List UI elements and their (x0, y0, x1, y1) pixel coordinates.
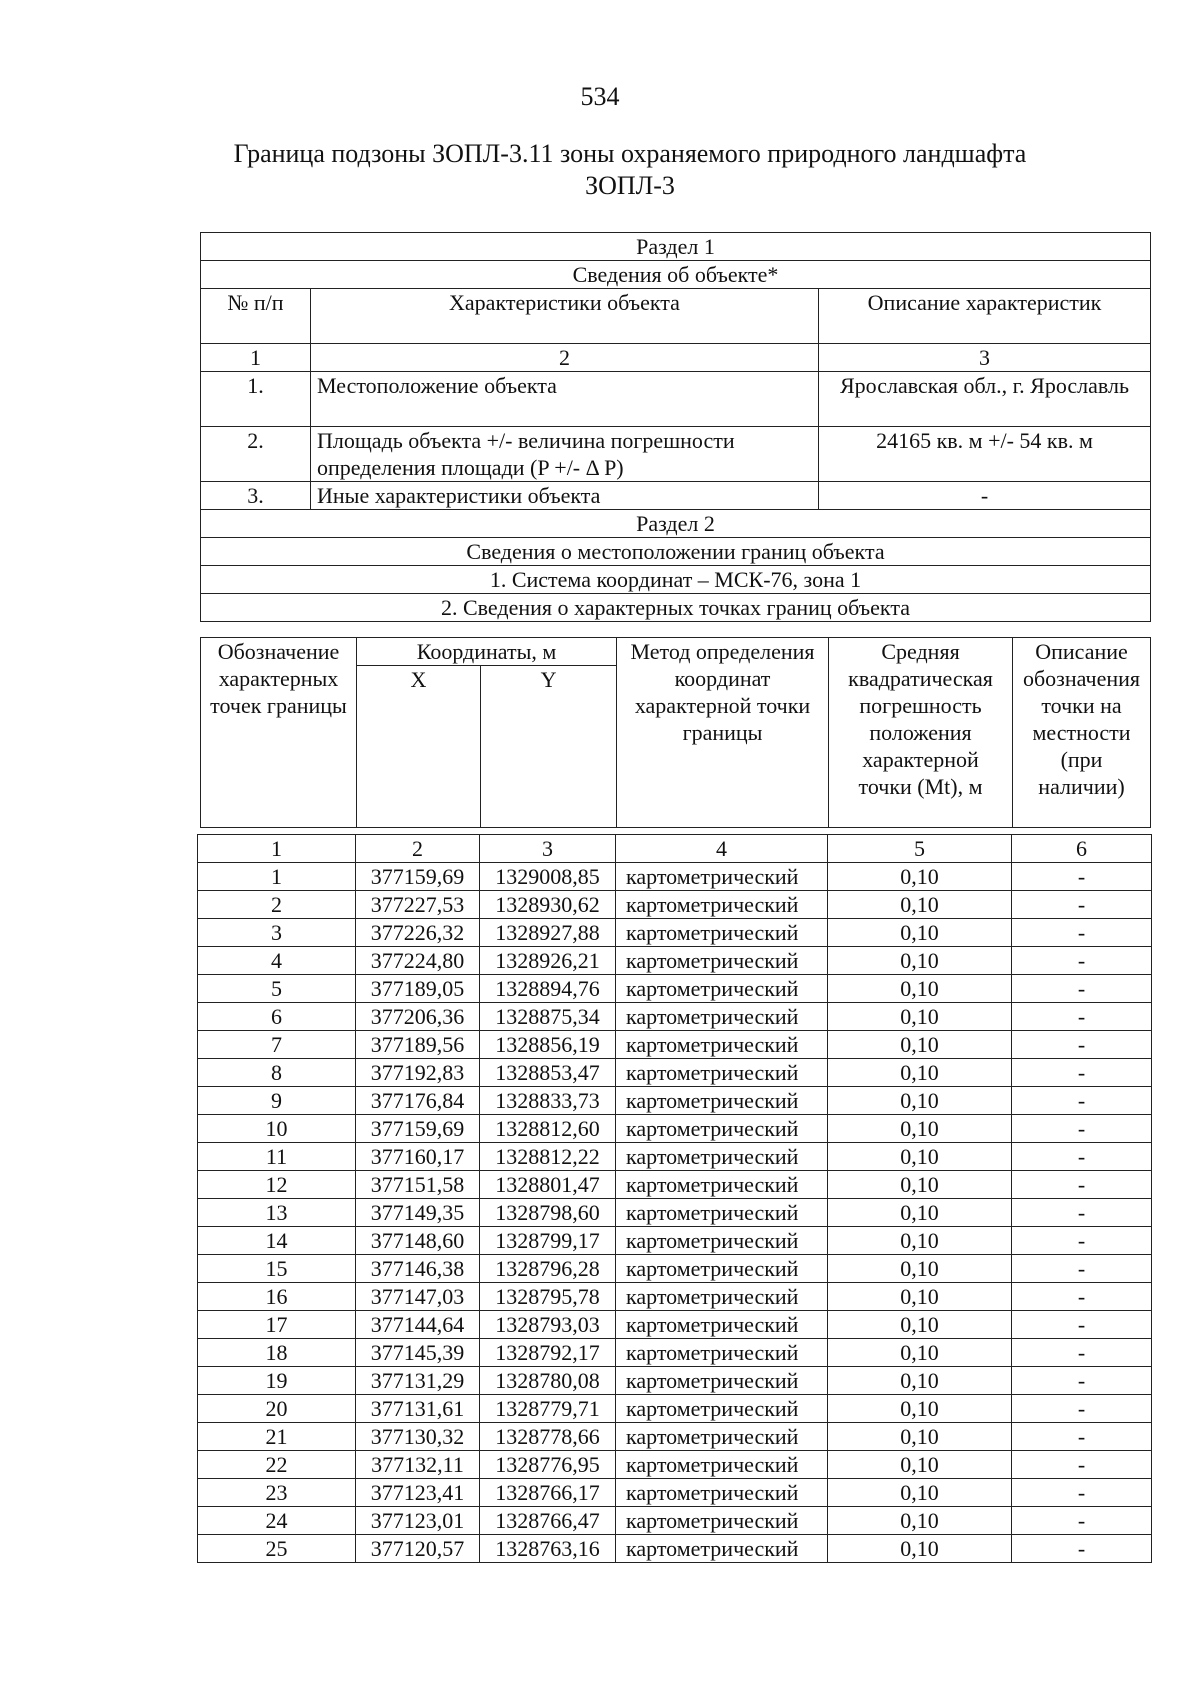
point-y: 1328792,17 (480, 1339, 616, 1367)
point-method: картометрический (616, 1311, 828, 1339)
section1-subtitle: Сведения об объекте* (201, 261, 1151, 289)
point-y: 1328926,21 (480, 947, 616, 975)
point-x: 377151,58 (356, 1171, 480, 1199)
point-x: 377123,41 (356, 1479, 480, 1507)
points-title: 2. Сведения о характерных точках границ объекта (201, 594, 1151, 622)
point-x: 377145,39 (356, 1339, 480, 1367)
header-coords: Координаты, м (357, 638, 617, 666)
header-error: Средняя квадратическая погрешность положения характерной точки (Mt), м (829, 638, 1013, 828)
point-x: 377226,32 (356, 919, 480, 947)
table-row (198, 975, 1152, 1003)
point-error: 0,10 (828, 1031, 1012, 1059)
index-cell: 2 (356, 835, 480, 863)
point-description: - (1012, 1451, 1152, 1479)
table-row (198, 1171, 1152, 1199)
point-id: 1 (198, 863, 356, 891)
point-x: 377148,60 (356, 1227, 480, 1255)
point-error: 0,10 (828, 947, 1012, 975)
point-method: картометрический (616, 1199, 828, 1227)
title-line-1: Граница подзоны ЗОПЛ-3.11 зоны охраняемого природного ландшафта (233, 139, 1027, 168)
point-x: 377160,17 (356, 1143, 480, 1171)
index-cell: 3 (819, 344, 1151, 372)
point-method: картометрический (616, 947, 828, 975)
point-id: 24 (198, 1507, 356, 1535)
point-id: 23 (198, 1479, 356, 1507)
point-y: 1328927,88 (480, 919, 616, 947)
object-info-table (200, 232, 1151, 622)
row-num: 1. (201, 372, 311, 427)
points-header-table (200, 637, 1151, 828)
point-error: 0,10 (828, 1479, 1012, 1507)
point-method: картометрический (616, 1423, 828, 1451)
point-y: 1328779,71 (480, 1395, 616, 1423)
point-id: 11 (198, 1143, 356, 1171)
point-id: 18 (198, 1339, 356, 1367)
row-characteristic: Местоположение объекта (311, 372, 819, 427)
point-error: 0,10 (828, 1535, 1012, 1563)
point-y: 1328856,19 (480, 1031, 616, 1059)
table-row (198, 1479, 1152, 1507)
point-method: картометрический (616, 1003, 828, 1031)
section1-title: Раздел 1 (201, 233, 1151, 261)
point-y: 1328799,17 (480, 1227, 616, 1255)
point-y: 1328853,47 (480, 1059, 616, 1087)
header-y: Y (481, 666, 617, 828)
row-description: 24165 кв. м +/- 54 кв. м (819, 427, 1151, 482)
point-x: 377144,64 (356, 1311, 480, 1339)
point-description: - (1012, 1479, 1152, 1507)
point-y: 1328801,47 (480, 1171, 616, 1199)
table-row (198, 891, 1152, 919)
point-method: картометрический (616, 1339, 828, 1367)
table-row (198, 1283, 1152, 1311)
header-characteristics: Характеристики объекта (311, 289, 819, 344)
header-point-description: Описание обозначения точки на местности (при наличии) (1013, 638, 1151, 828)
point-id: 22 (198, 1451, 356, 1479)
point-id: 12 (198, 1171, 356, 1199)
point-description: - (1012, 1171, 1152, 1199)
point-method: картометрический (616, 1115, 828, 1143)
point-x: 377123,01 (356, 1507, 480, 1535)
point-id: 7 (198, 1031, 356, 1059)
point-description: - (1012, 1199, 1152, 1227)
point-error: 0,10 (828, 1367, 1012, 1395)
point-description: - (1012, 1087, 1152, 1115)
point-y: 1328875,34 (480, 1003, 616, 1031)
point-method: картометрический (616, 1479, 828, 1507)
point-description: - (1012, 1311, 1152, 1339)
point-id: 16 (198, 1283, 356, 1311)
row-num: 3. (201, 482, 311, 510)
row-characteristic: Площадь объекта +/- величина погрешности определения площади (P +/- Δ P) (311, 427, 819, 482)
point-description: - (1012, 919, 1152, 947)
point-y: 1328930,62 (480, 891, 616, 919)
point-y: 1328894,76 (480, 975, 616, 1003)
point-y: 1328780,08 (480, 1367, 616, 1395)
point-id: 9 (198, 1087, 356, 1115)
header-method: Метод определения координат характерной точки границы (617, 638, 829, 828)
point-x: 377159,69 (356, 1115, 480, 1143)
point-description: - (1012, 1283, 1152, 1311)
point-method: картометрический (616, 1227, 828, 1255)
point-y: 1328812,22 (480, 1143, 616, 1171)
point-x: 377159,69 (356, 863, 480, 891)
header-num: № п/п (201, 289, 311, 344)
point-x: 377149,35 (356, 1199, 480, 1227)
point-error: 0,10 (828, 1311, 1012, 1339)
coord-system: 1. Система координат – МСК-76, зона 1 (201, 566, 1151, 594)
point-method: картометрический (616, 1171, 828, 1199)
point-method: картометрический (616, 1031, 828, 1059)
table-row (198, 1115, 1152, 1143)
point-id: 15 (198, 1255, 356, 1283)
point-error: 0,10 (828, 1339, 1012, 1367)
table-row (198, 1227, 1152, 1255)
point-error: 0,10 (828, 863, 1012, 891)
page-number: 534 (580, 82, 620, 111)
index-cell: 2 (311, 344, 819, 372)
header-description: Описание характеристик (819, 289, 1151, 344)
point-error: 0,10 (828, 919, 1012, 947)
point-x: 377206,36 (356, 1003, 480, 1031)
point-x: 377130,32 (356, 1423, 480, 1451)
point-id: 20 (198, 1395, 356, 1423)
point-y: 1328763,16 (480, 1535, 616, 1563)
table-row (198, 919, 1152, 947)
point-error: 0,10 (828, 1115, 1012, 1143)
document-title (150, 138, 1110, 202)
point-method: картометрический (616, 1367, 828, 1395)
point-method: картометрический (616, 891, 828, 919)
point-id: 21 (198, 1423, 356, 1451)
point-method: картометрический (616, 975, 828, 1003)
table-row (198, 1423, 1152, 1451)
table-row (198, 1339, 1152, 1367)
point-id: 2 (198, 891, 356, 919)
point-description: - (1012, 1003, 1152, 1031)
point-method: картометрический (616, 1059, 828, 1087)
point-description: - (1012, 975, 1152, 1003)
table-row (198, 1535, 1152, 1563)
point-x: 377131,29 (356, 1367, 480, 1395)
table-row (198, 1255, 1152, 1283)
point-x: 377189,05 (356, 975, 480, 1003)
point-y: 1328833,73 (480, 1087, 616, 1115)
table-row (198, 1143, 1152, 1171)
point-error: 0,10 (828, 891, 1012, 919)
point-id: 6 (198, 1003, 356, 1031)
point-id: 25 (198, 1535, 356, 1563)
index-cell: 1 (201, 344, 311, 372)
point-method: картометрический (616, 1451, 828, 1479)
point-description: - (1012, 947, 1152, 975)
table-row (198, 1199, 1152, 1227)
point-x: 377189,56 (356, 1031, 480, 1059)
point-x: 377146,38 (356, 1255, 480, 1283)
points-table (197, 834, 1152, 1563)
point-y: 1328778,66 (480, 1423, 616, 1451)
point-y: 1328812,60 (480, 1115, 616, 1143)
table-row (198, 947, 1152, 975)
point-x: 377224,80 (356, 947, 480, 975)
table-row (198, 863, 1152, 891)
point-x: 377120,57 (356, 1535, 480, 1563)
point-x: 377132,11 (356, 1451, 480, 1479)
index-cell: 5 (828, 835, 1012, 863)
point-y: 1328766,47 (480, 1507, 616, 1535)
point-error: 0,10 (828, 1507, 1012, 1535)
point-description: - (1012, 863, 1152, 891)
point-description: - (1012, 1255, 1152, 1283)
index-cell: 4 (616, 835, 828, 863)
point-error: 0,10 (828, 1451, 1012, 1479)
section2-subtitle: Сведения о местоположении границ объекта (201, 538, 1151, 566)
point-y: 1328766,17 (480, 1479, 616, 1507)
point-id: 10 (198, 1115, 356, 1143)
point-id: 5 (198, 975, 356, 1003)
point-y: 1328796,28 (480, 1255, 616, 1283)
point-y: 1328776,95 (480, 1451, 616, 1479)
table-row (198, 1311, 1152, 1339)
index-cell: 3 (480, 835, 616, 863)
object-row (201, 372, 1151, 427)
index-row (198, 835, 1152, 863)
point-error: 0,10 (828, 1143, 1012, 1171)
point-error: 0,10 (828, 1395, 1012, 1423)
point-method: картометрический (616, 1283, 828, 1311)
point-y: 1329008,85 (480, 863, 616, 891)
point-method: картометрический (616, 919, 828, 947)
table-row (198, 1087, 1152, 1115)
header-designation: Обозначение характерных точек границы (201, 638, 357, 828)
point-error: 0,10 (828, 1227, 1012, 1255)
point-error: 0,10 (828, 1199, 1012, 1227)
point-method: картометрический (616, 1395, 828, 1423)
point-description: - (1012, 1143, 1152, 1171)
point-description: - (1012, 1059, 1152, 1087)
point-error: 0,10 (828, 1283, 1012, 1311)
point-method: картометрический (616, 1087, 828, 1115)
point-description: - (1012, 1395, 1152, 1423)
point-id: 4 (198, 947, 356, 975)
point-description: - (1012, 891, 1152, 919)
point-error: 0,10 (828, 975, 1012, 1003)
table-row (198, 1031, 1152, 1059)
point-id: 14 (198, 1227, 356, 1255)
table-row (198, 1395, 1152, 1423)
point-description: - (1012, 1367, 1152, 1395)
point-error: 0,10 (828, 1059, 1012, 1087)
point-y: 1328793,03 (480, 1311, 616, 1339)
point-id: 17 (198, 1311, 356, 1339)
index-cell: 6 (1012, 835, 1152, 863)
table-row (198, 1059, 1152, 1087)
point-description: - (1012, 1507, 1152, 1535)
point-error: 0,10 (828, 1003, 1012, 1031)
point-y: 1328795,78 (480, 1283, 616, 1311)
point-method: картометрический (616, 1507, 828, 1535)
point-error: 0,10 (828, 1255, 1012, 1283)
point-description: - (1012, 1031, 1152, 1059)
table-row (198, 1003, 1152, 1031)
row-description: Ярославская обл., г. Ярославль (819, 372, 1151, 427)
point-id: 8 (198, 1059, 356, 1087)
table-row (198, 1367, 1152, 1395)
point-error: 0,10 (828, 1171, 1012, 1199)
table-row (198, 1451, 1152, 1479)
point-method: картометрический (616, 863, 828, 891)
point-x: 377192,83 (356, 1059, 480, 1087)
point-x: 377147,03 (356, 1283, 480, 1311)
point-id: 3 (198, 919, 356, 947)
point-method: картометрический (616, 1255, 828, 1283)
table-row (198, 1507, 1152, 1535)
object-row (201, 427, 1151, 482)
point-id: 19 (198, 1367, 356, 1395)
point-x: 377176,84 (356, 1087, 480, 1115)
index-cell: 1 (198, 835, 356, 863)
point-description: - (1012, 1535, 1152, 1563)
row-num: 2. (201, 427, 311, 482)
point-method: картометрический (616, 1143, 828, 1171)
point-description: - (1012, 1423, 1152, 1451)
object-row (201, 482, 1151, 510)
section2-title: Раздел 2 (201, 510, 1151, 538)
row-description: - (819, 482, 1151, 510)
point-y: 1328798,60 (480, 1199, 616, 1227)
point-description: - (1012, 1115, 1152, 1143)
header-x: X (357, 666, 481, 828)
title-line-2: ЗОПЛ-3 (585, 171, 675, 200)
point-id: 13 (198, 1199, 356, 1227)
row-characteristic: Иные характеристики объекта (311, 482, 819, 510)
point-error: 0,10 (828, 1087, 1012, 1115)
point-x: 377131,61 (356, 1395, 480, 1423)
point-description: - (1012, 1339, 1152, 1367)
point-x: 377227,53 (356, 891, 480, 919)
point-description: - (1012, 1227, 1152, 1255)
point-method: картометрический (616, 1535, 828, 1563)
point-error: 0,10 (828, 1423, 1012, 1451)
